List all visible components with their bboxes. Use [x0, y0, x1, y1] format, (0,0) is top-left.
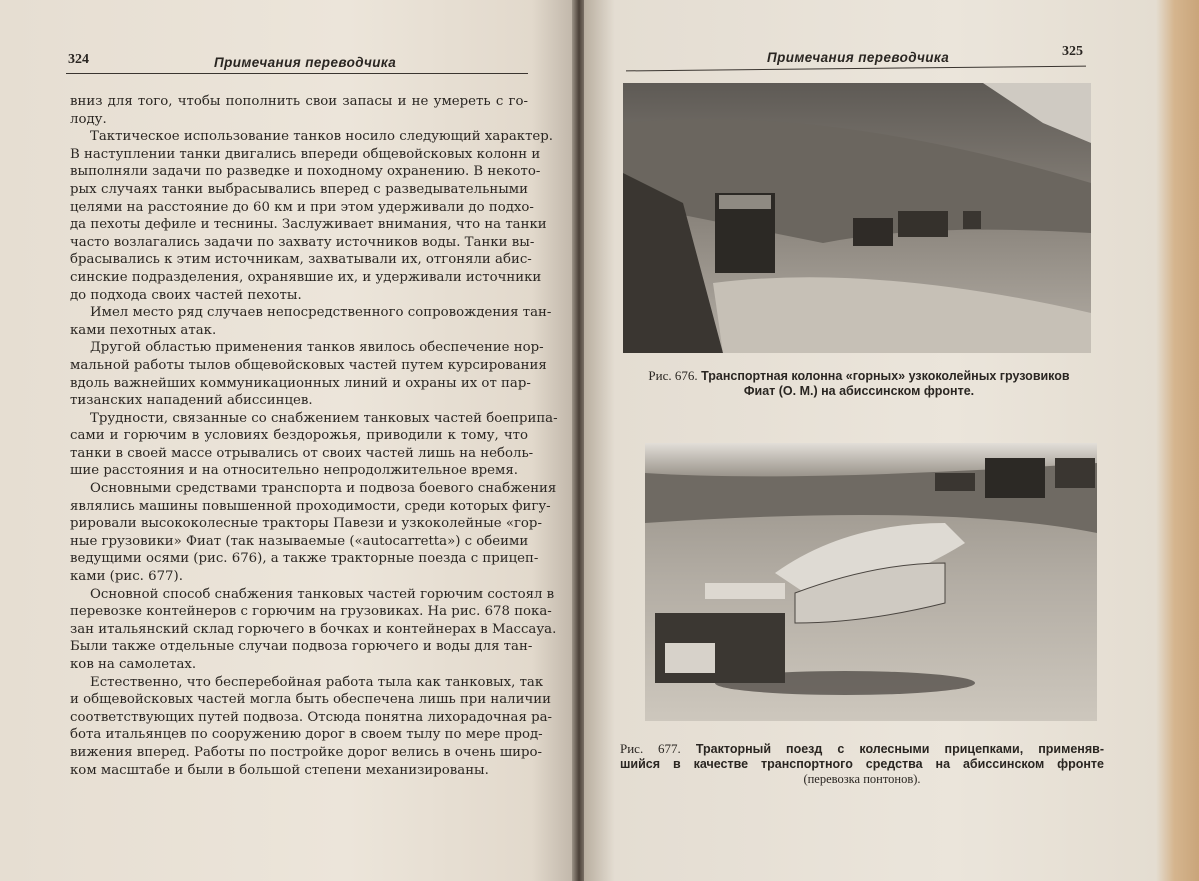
text-line: ков на самолетах. [70, 657, 197, 672]
caption-line: Тракторный поезд с колесными прицепками, применяв- [695, 742, 1104, 756]
text-line: ками (рис. 677). [70, 569, 183, 585]
text-line: вниз для того, чтобы пополнить свои запасы и не умереть с го- [70, 94, 528, 109]
text-line: целями на расстояние до 60 км и при этом удерживали до подхо- [70, 199, 534, 215]
header-rule [626, 66, 1086, 72]
text-line: Естественно, что бесперебойная работа тыла как танковых, так [90, 674, 544, 690]
text-line: часто возлагались задачи по захвату источников воды. Танки вы- [70, 234, 535, 250]
text-line: Были также отдельные случаи подвоза горючего и воды для тан- [70, 639, 533, 655]
text-line: и общевойсковых частей могла быть обеспечена лишь при наличии [70, 692, 551, 708]
text-line: мальной работы тылов общевойсковых частей путем курсирования [70, 357, 547, 373]
caption-line: (перевозка понтонов). [803, 772, 921, 786]
text-line: соответствующих путей подвоза. Отсюда понятна лихорадочная ра- [70, 709, 553, 725]
text-line: танки в своей массе отрывались от своих частей лишь на неболь- [70, 445, 534, 461]
caption-line: шийся в качестве транспортного средства на абиссинском фронте [620, 757, 1104, 771]
figure-677-caption [620, 741, 1104, 787]
figure-label: Рис. 676. [648, 368, 698, 383]
text-line: до подхода своих частей пехоты. [70, 287, 302, 303]
text-line: шие расстояния и на относительно непродолжительное время. [70, 463, 518, 479]
text-line: Основными средствами транспорта и подвоза боевого снабжения [90, 481, 557, 497]
text-line: вижения вперед. Работы по постройке дорог велись в очень широ- [70, 744, 543, 760]
text-line: синские подразделения, охранявшие их, и удерживали источники [70, 269, 542, 285]
text-line: ные грузовики» Фиат (так называемые («autocarretta») с обеими [70, 533, 529, 549]
text-line: рых случаях танки выбрасывались вперед с разведывательными [70, 181, 528, 197]
left-page [0, 0, 578, 881]
text-line: Имел место ряд случаев непосредственного сопровождения тан- [90, 305, 552, 321]
text-line: Трудности, связанные со снабжением танковых частей боеприпа- [90, 410, 558, 426]
text-line: Другой областью применения танков явилось обеспечение нор- [90, 340, 544, 356]
body-text [70, 93, 558, 779]
page-number: 325 [1062, 44, 1083, 59]
figure-677-photo [645, 443, 1097, 721]
text-line: выполняли задачи по разведке и походному охранению. В некото- [70, 164, 541, 180]
header-rule [66, 73, 528, 74]
text-line: ком масштабе и были в большой степени механизированы. [70, 762, 489, 778]
text-line: брасывались к этим источникам, захватывали их, отгоняли абис- [70, 252, 532, 268]
running-head: Примечания переводчика [767, 50, 950, 65]
text-line: тизанских нападений абиссинцев. [70, 393, 313, 409]
text-line: Тактическое использование танков носило следующий характер. [90, 129, 554, 145]
text-line: зан итальянский склад горючего в бочках и контейнерах в Массауа. [70, 621, 557, 637]
right-page [584, 0, 1199, 881]
text-line: лоду. [70, 111, 107, 127]
running-head: Примечания переводчика [214, 55, 397, 70]
text-line: ками пехотных атак. [70, 322, 217, 338]
text-line: да пехоты дефиле и теснины. Заслуживает внимания, что на танки [70, 217, 547, 233]
caption-line: Транспортная колонна «горных» узкоколейных грузовиков [701, 369, 1070, 383]
text-line: ведущими осями (рис. 676), а также тракторные поезда с прицеп- [70, 551, 539, 567]
text-line: перевозке контейнеров с горючим на грузовиках. На рис. 678 пока- [70, 604, 552, 620]
text-line: бота итальянцев по сооружению дорог в своем тылу по мере прод- [70, 727, 543, 743]
text-line: являлись машины повышенной проходимости, среди которых фигу- [70, 498, 551, 514]
figure-label: Рис. 677. [620, 741, 681, 756]
text-line: Основной способ снабжения танковых частей горючим состоял в [90, 586, 555, 602]
text-line: сами и горючим в условиях бездорожья, приводили к тому, что [70, 428, 528, 444]
text-line: вдоль важнейших коммуникационных линий и охраны их от пар- [70, 375, 531, 391]
caption-line: Фиат (О. М.) на абиссинском фронте. [743, 384, 975, 398]
figure-676-photo [623, 83, 1091, 353]
text-line: В наступлении танки двигались впереди общевойсковых колонн и [70, 146, 541, 162]
page-number: 324 [68, 52, 89, 67]
text-line: рировали высококолесные тракторы Павези и узкоколейные «гор- [70, 516, 542, 532]
figure-676-caption [629, 368, 1089, 399]
